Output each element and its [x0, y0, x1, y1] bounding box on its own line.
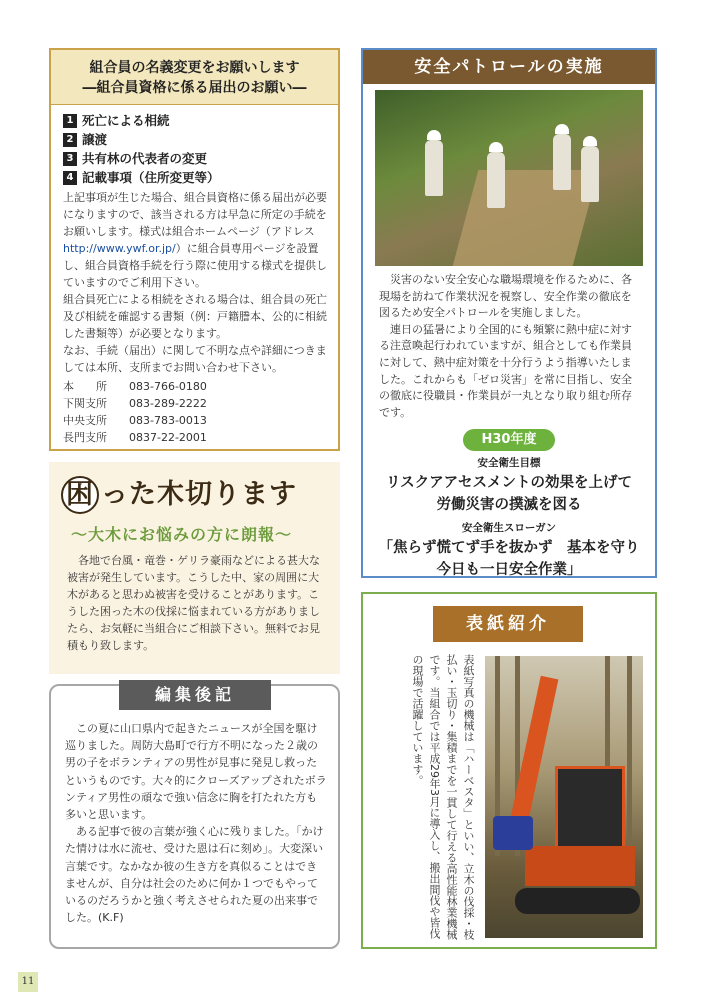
member-name-change-box	[49, 48, 340, 451]
safety-patrol-paragraph: 災害のない安全安心な職場環境を作るために、各現場を訪ねて作業状況を視察し、安全作業の徹底を図るため安全パトロールを実施しました。	[379, 273, 632, 320]
page-number: 11	[18, 972, 38, 992]
worker-figure	[553, 134, 571, 190]
safety-patrol-photo	[375, 90, 643, 266]
worker-figure	[425, 140, 443, 196]
office-phone: 083-783-0013	[129, 414, 207, 427]
member-box-paragraph: 組合員死亡による相続をされる場合は、組合員の死亡及び相続を確認する書類（例：戸籍謄本、公的に相続した書類等）が必要となります。	[63, 293, 327, 340]
contact-row	[63, 378, 328, 395]
contact-row	[63, 429, 328, 446]
goal-label: 安全衛生目標	[477, 457, 541, 470]
item-number: 3	[63, 152, 77, 166]
cover-intro-body: 表紙写真の機械は「ハーベスタ」といい、立木の伐採・枝払い・玉切り・集積までを一貫して行える高性能林業機械です。当組合では平成29年3月に導入し、搬出間伐や皆伐の現場で活躍しています。	[411, 654, 475, 940]
item-text: 死亡による相続	[82, 113, 170, 128]
worker-figure	[581, 146, 599, 202]
contact-row	[63, 395, 328, 412]
member-box-paragraph: なお、手続（届出）に関して不明な点や詳細につきましては本所、支所までお問い合わせ下さい。	[63, 344, 327, 374]
year-badge: H30年度	[463, 429, 555, 451]
harvester-photo	[485, 656, 643, 938]
title-circle-char: 困	[61, 476, 99, 514]
member-box-body	[51, 187, 338, 446]
safety-patrol-paragraph: 連日の猛暑により全国的にも頻繁に熱中症に対する注意喚起行われていますが、組合としても作業員に対して、熱中症対策を十分行うよう指導いたしました。これからも「ゼロ災害」を常に目指し、安全の徹底に役職員・作業員が一丸となり取り組む所存です。	[379, 322, 632, 419]
list-item	[63, 149, 328, 168]
tree-cutting-subtitle: 〜大木にお悩みの方に朗報〜	[71, 525, 293, 544]
slogan-label: 安全衛生スローガン	[461, 522, 557, 535]
cover-intro-title: 表紙紹介	[433, 606, 583, 642]
item-number: 4	[63, 171, 77, 185]
editors-note-paragraph: ある記事で彼の言葉が強く心に残りました。「かけた情けは水に流せ、受けた恩は石に刻め」。大変深い言葉です。なかなか彼の生き方を真似ることはできませんが、自分は社会のために何か１つでもやっているのだろうかと強く考えさせられた夏の出来事でした。(K.F)	[65, 825, 324, 925]
list-item	[63, 168, 328, 187]
cover-intro-box	[361, 592, 657, 949]
office-name: 長門支所	[63, 431, 107, 444]
contact-list	[63, 378, 328, 446]
member-box-header	[51, 50, 338, 105]
editors-note-paragraph: この夏に山口県内で起きたニュースが全国を駆け巡りました。周防大島町で行方不明になった２歳の男の子をボランティアの男性が見事に発見し救ったというものです。大々的にクローズアップされたボランティア男性の頑なで強い信念に胸を打たれた方も多いと思います。	[65, 722, 327, 822]
editors-note-box	[49, 684, 340, 949]
tree-cutting-box	[49, 462, 340, 674]
slogan-text: 「焦らず慌てず手を抜かず 基本を守り 今日も一日安全作業」	[378, 540, 640, 579]
homepage-link[interactable]: http://www.ywf.or.jp/	[63, 242, 176, 255]
member-box-subtitle: ―組合員資格に係る届出のお願い―	[82, 80, 307, 96]
editors-note-title: 編集後記	[119, 680, 271, 710]
item-text: 譲渡	[82, 132, 108, 147]
editors-note-body	[65, 720, 327, 926]
list-item	[63, 111, 328, 130]
safety-patrol-title: 安全パトロールの実施	[363, 50, 655, 84]
contact-row	[63, 412, 328, 429]
office-name: 本 所	[63, 380, 107, 393]
safety-patrol-body	[363, 266, 655, 421]
member-box-title: 組合員の名義変更をお願いします	[89, 60, 300, 76]
tree-cutting-body: 各地で台風・竜巻・ゲリラ豪雨などによる甚大な被害が発生しています。こうした中、家の周囲に大木があると思わぬ被害を受けることがあります。こうした困った木の伐採に悩まれている方がありましたら、お気軽に当組合にご相談下さい。無料でお見積もり致します。	[67, 554, 320, 652]
office-phone: 0837-22-2001	[129, 431, 207, 444]
tree-cutting-title: 困 った木切ります	[61, 472, 297, 514]
worker-figure	[487, 152, 505, 208]
goal-text: リスクアアセスメントの効果を上げて 労働災害の撲滅を図る	[385, 475, 633, 514]
list-item	[63, 130, 328, 149]
member-box-paragraph: 上記事項が生じた場合、組合員資格に係る届出が必要になりますので、該当される方は早急に所定の手続をお願いします。様式は組合ホームページ（アドレス http://www.ywf.or.jp/）に組合員専用ページを設置し、組合員資格手続を行う際に使用する様式を提供していますのでご利用下さい。	[63, 191, 327, 289]
office-phone: 083-766-0180	[129, 380, 207, 393]
office-name: 下関支所	[63, 397, 107, 410]
item-text: 共有林の代表者の変更	[82, 151, 208, 166]
item-number: 1	[63, 114, 77, 128]
item-number: 2	[63, 133, 77, 147]
office-name: 中央支所	[63, 414, 107, 427]
safety-patrol-box	[361, 48, 657, 578]
member-box-item-list	[51, 105, 338, 187]
office-phone: 083-289-2222	[129, 397, 207, 410]
item-text: 記載事項（住所変更等）	[82, 170, 220, 185]
